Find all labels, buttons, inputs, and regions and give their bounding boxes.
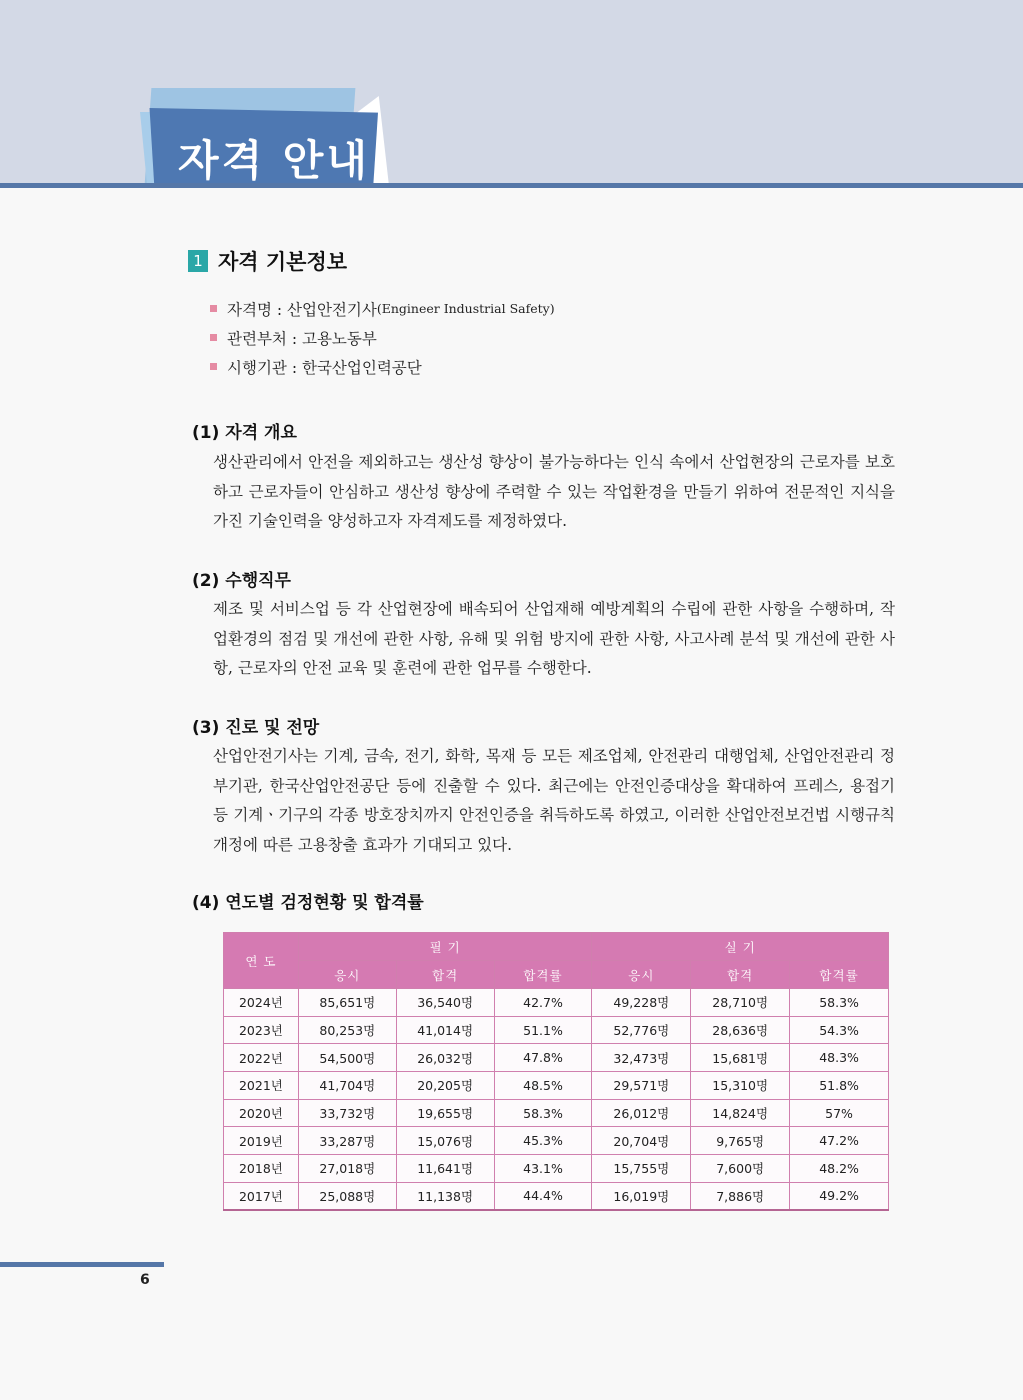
table-cell: 41,704명	[298, 1072, 396, 1100]
bullet-icon	[210, 363, 217, 370]
table-cell: 48.2%	[790, 1155, 889, 1183]
table-cell: 20,704명	[592, 1127, 691, 1155]
table-cell: 26,032명	[396, 1044, 494, 1072]
basic-info-list	[210, 294, 555, 381]
table-cell: 26,012명	[592, 1099, 691, 1127]
section-number: 1	[188, 250, 208, 272]
paragraph-duties: 제조 및 서비스업 등 각 산업현장에 배속되어 산업재해 예방계획의 수립에 관한 사항을 수행하며, 작업환경의 점검 및 개선에 관한 사항, 유해 및 위험 방지에 관한 사항, 사고사례 분석 및 개선에 관한 사항, 근로자의 안전 교육 및 훈련에 관한 업무를 수행한다.	[213, 600, 895, 677]
table-cell: 11,641명	[396, 1155, 494, 1183]
table-row	[224, 1182, 889, 1210]
page-title: 자격 안내	[178, 136, 370, 185]
table-cell: 47.2%	[790, 1127, 889, 1155]
header-col: 합격	[691, 961, 790, 989]
footer-divider	[0, 1262, 164, 1267]
table-cell-year: 2020년	[224, 1099, 299, 1127]
table-cell: 44.4%	[494, 1182, 592, 1210]
table-cell: 43.1%	[494, 1155, 592, 1183]
table-row	[224, 1044, 889, 1072]
header-written: 필 기	[298, 933, 592, 961]
table-cell: 32,473명	[592, 1044, 691, 1072]
table-cell: 54.3%	[790, 1016, 889, 1044]
bullet-icon	[210, 305, 217, 312]
table-cell: 29,571명	[592, 1072, 691, 1100]
header-col: 합격률	[790, 961, 889, 989]
table-cell-year: 2018년	[224, 1155, 299, 1183]
table-cell: 42.7%	[494, 989, 592, 1017]
table-cell: 28,710명	[691, 989, 790, 1017]
table-row	[224, 989, 889, 1017]
header-col: 응시	[298, 961, 396, 989]
table-row	[224, 1127, 889, 1155]
subsection-heading-overview: (1) 자격 개요	[192, 423, 297, 443]
subsection-heading-stats: (4) 연도별 검정현황 및 합격률	[192, 893, 424, 913]
bullet-icon	[210, 334, 217, 341]
table-cell: 80,253명	[298, 1016, 396, 1044]
table-cell: 41,014명	[396, 1016, 494, 1044]
table-cell: 33,287명	[298, 1127, 396, 1155]
exam-stats-table	[223, 932, 889, 1211]
table-cell: 51.1%	[494, 1016, 592, 1044]
table-cell: 47.8%	[494, 1044, 592, 1072]
table-cell: 85,651명	[298, 989, 396, 1017]
table-cell: 25,088명	[298, 1182, 396, 1210]
paragraph-outlook: 산업안전기사는 기계, 금속, 전기, 화학, 목재 등 모든 제조업체, 안전관리 대행업체, 산업안전관리 정부기관, 한국산업안전공단 등에 진출할 수 있다. 최근에는 안전인증대상을 확대하여 프레스, 용접기 등 기계ㆍ기구의 각종 방호장치까지 안전인증을 취득하도록 하였고, 이러한 산업안전보건법 시행규칙 개정에 따른 고용창출 효과가 기대되고 있다.	[213, 747, 895, 854]
table-cell: 15,755명	[592, 1155, 691, 1183]
table-cell: 58.3%	[790, 989, 889, 1017]
table-cell-year: 2023년	[224, 1016, 299, 1044]
table-cell: 7,600명	[691, 1155, 790, 1183]
table-cell: 48.5%	[494, 1072, 592, 1100]
table-cell: 7,886명	[691, 1182, 790, 1210]
table-cell: 45.3%	[494, 1127, 592, 1155]
table-cell: 33,732명	[298, 1099, 396, 1127]
table-row	[224, 1155, 889, 1183]
page-number: 6	[140, 1272, 150, 1288]
table-cell: 14,824명	[691, 1099, 790, 1127]
table-cell-year: 2021년	[224, 1072, 299, 1100]
table-cell: 54,500명	[298, 1044, 396, 1072]
table-cell: 49.2%	[790, 1182, 889, 1210]
header-col: 합격률	[494, 961, 592, 989]
table-cell-year: 2019년	[224, 1127, 299, 1155]
table-cell: 36,540명	[396, 989, 494, 1017]
table-cell: 52,776명	[592, 1016, 691, 1044]
header-year: 연 도	[224, 933, 299, 989]
subsection-heading-outlook: (3) 진로 및 전망	[192, 718, 320, 738]
info-text: 자격명 : 산업안전기사	[227, 300, 377, 319]
table-cell: 16,019명	[592, 1182, 691, 1210]
table-cell: 51.8%	[790, 1072, 889, 1100]
table-row	[224, 1016, 889, 1044]
table-cell: 27,018명	[298, 1155, 396, 1183]
table-row	[224, 1099, 889, 1127]
header-col: 응시	[592, 961, 691, 989]
table-cell: 58.3%	[494, 1099, 592, 1127]
table-cell: 11,138명	[396, 1182, 494, 1210]
section-title: 자격 기본정보	[218, 250, 348, 274]
info-item-name	[210, 294, 555, 323]
section-heading	[188, 246, 347, 276]
table-cell: 49,228명	[592, 989, 691, 1017]
header-col: 합격	[396, 961, 494, 989]
table-cell: 15,310명	[691, 1072, 790, 1100]
table-cell: 15,681명	[691, 1044, 790, 1072]
info-text: 관련부처 : 고용노동부	[227, 329, 377, 348]
table-cell: 15,076명	[396, 1127, 494, 1155]
table-cell-year: 2017년	[224, 1182, 299, 1210]
table-cell: 9,765명	[691, 1127, 790, 1155]
info-text-english: (Engineer Industrial Safety)	[376, 301, 555, 316]
info-item-agency	[210, 352, 555, 381]
table-cell-year: 2022년	[224, 1044, 299, 1072]
table-cell-year: 2024년	[224, 989, 299, 1017]
info-item-ministry	[210, 323, 555, 352]
table-cell: 20,205명	[396, 1072, 494, 1100]
info-text: 시행기관 : 한국산업인력공단	[227, 358, 422, 377]
subsection-heading-duties: (2) 수행직무	[192, 571, 291, 591]
paragraph-overview: 생산관리에서 안전을 제외하고는 생산성 향상이 불가능하다는 인식 속에서 산업현장의 근로자를 보호하고 근로자들이 안심하고 생산성 향상에 주력할 수 있는 작업환경을 만들기 위하여 전문적인 지식을 가진 기술인력을 양성하고자 자격제도를 제정하였다.	[213, 453, 895, 530]
table-cell: 19,655명	[396, 1099, 494, 1127]
header-practical: 실 기	[592, 933, 889, 961]
table-cell: 57%	[790, 1099, 889, 1127]
table-cell: 28,636명	[691, 1016, 790, 1044]
header-divider	[0, 183, 1023, 188]
table-cell: 48.3%	[790, 1044, 889, 1072]
table-row	[224, 1072, 889, 1100]
